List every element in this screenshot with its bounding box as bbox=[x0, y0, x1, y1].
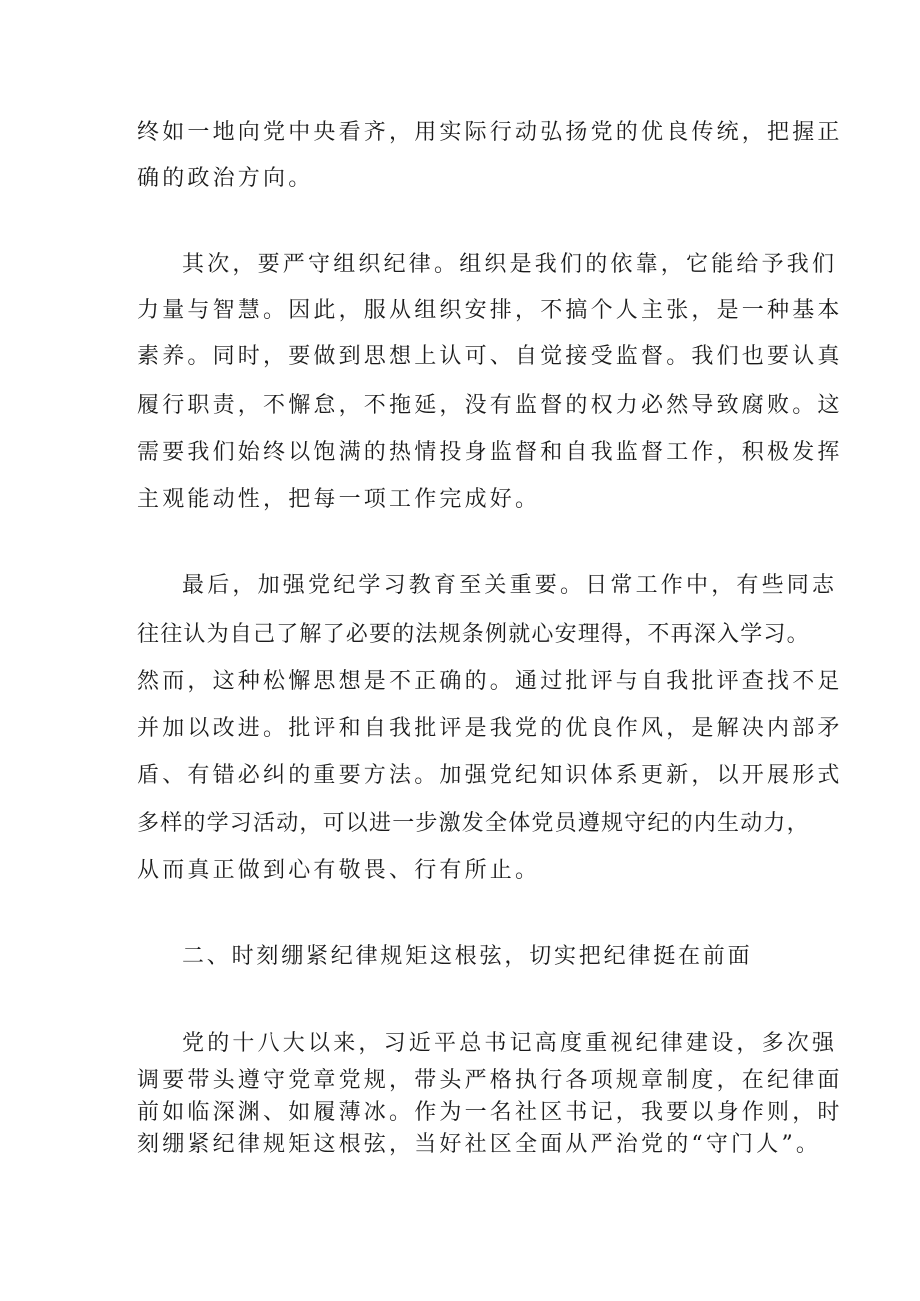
paragraph-line: 并加以改进。批评和自我批评是我党的优良作风，是解决内部矛 bbox=[137, 716, 843, 741]
paragraph-line: 履行职责，不懈怠，不拖延，没有监督的权力必然导致腐败。这 bbox=[137, 393, 843, 418]
paragraph-line: 盾、有错必纠的重要方法。加强党纪知识体系更新，以开展形式 bbox=[137, 763, 843, 788]
paragraph-line: 终如一地向党中央看齐，用实际行动弘扬党的优良传统，把握正 bbox=[137, 120, 843, 145]
paragraph-line: 主观能动性，把每一项工作完成好。 bbox=[137, 487, 541, 512]
paragraph-line: 需要我们始终以饱满的热情投身监督和自我监督工作，积极发挥 bbox=[137, 440, 843, 465]
paragraph-line: 然而，这种松懈思想是不正确的。通过批评与自我批评查找不足 bbox=[137, 669, 843, 694]
paragraph-line: 最后，加强党纪学习教育至关重要。日常工作中，有些同志 bbox=[182, 573, 838, 598]
paragraph-line: 素养。同时，要做到思想上认可、自觉接受监督。我们也要认真 bbox=[137, 344, 843, 369]
paragraph-line: 调要带头遵守党章党规，带头严格执行各项规章制度，在纪律面 bbox=[137, 1068, 843, 1093]
paragraph-line: 党的十八大以来，习近平总书记高度重视纪律建设，多次强 bbox=[182, 1031, 838, 1056]
paragraph-line: 往往认为自己了解了必要的法规条例就心安理得，不再深入学习。 bbox=[137, 622, 810, 647]
paragraph-line: 其次，要严守组织纪律。组织是我们的依靠，它能给予我们 bbox=[182, 252, 838, 277]
paragraph-line: 多样的学习活动，可以进一步激发全体党员遵规守纪的内生动力， bbox=[137, 811, 810, 836]
section-heading: 二、时刻绷紧纪律规矩这根弦，切实把纪律挺在前面 bbox=[182, 944, 753, 969]
paragraph-line: 力量与智慧。因此，服从组织安排，不搞个人主张，是一种基本 bbox=[137, 298, 843, 323]
paragraph-line: 确的政治方向。 bbox=[137, 166, 314, 191]
paragraph-line: 从而真正做到心有敬畏、行有所止。 bbox=[137, 858, 541, 883]
paragraph-line: 刻绷紧纪律规矩这根弦，当好社区全面从严治党的“守门人”。 bbox=[137, 1132, 822, 1157]
paragraph-line: 前如临深渊、如履薄冰。作为一名社区书记，我要以身作则，时 bbox=[137, 1100, 843, 1125]
